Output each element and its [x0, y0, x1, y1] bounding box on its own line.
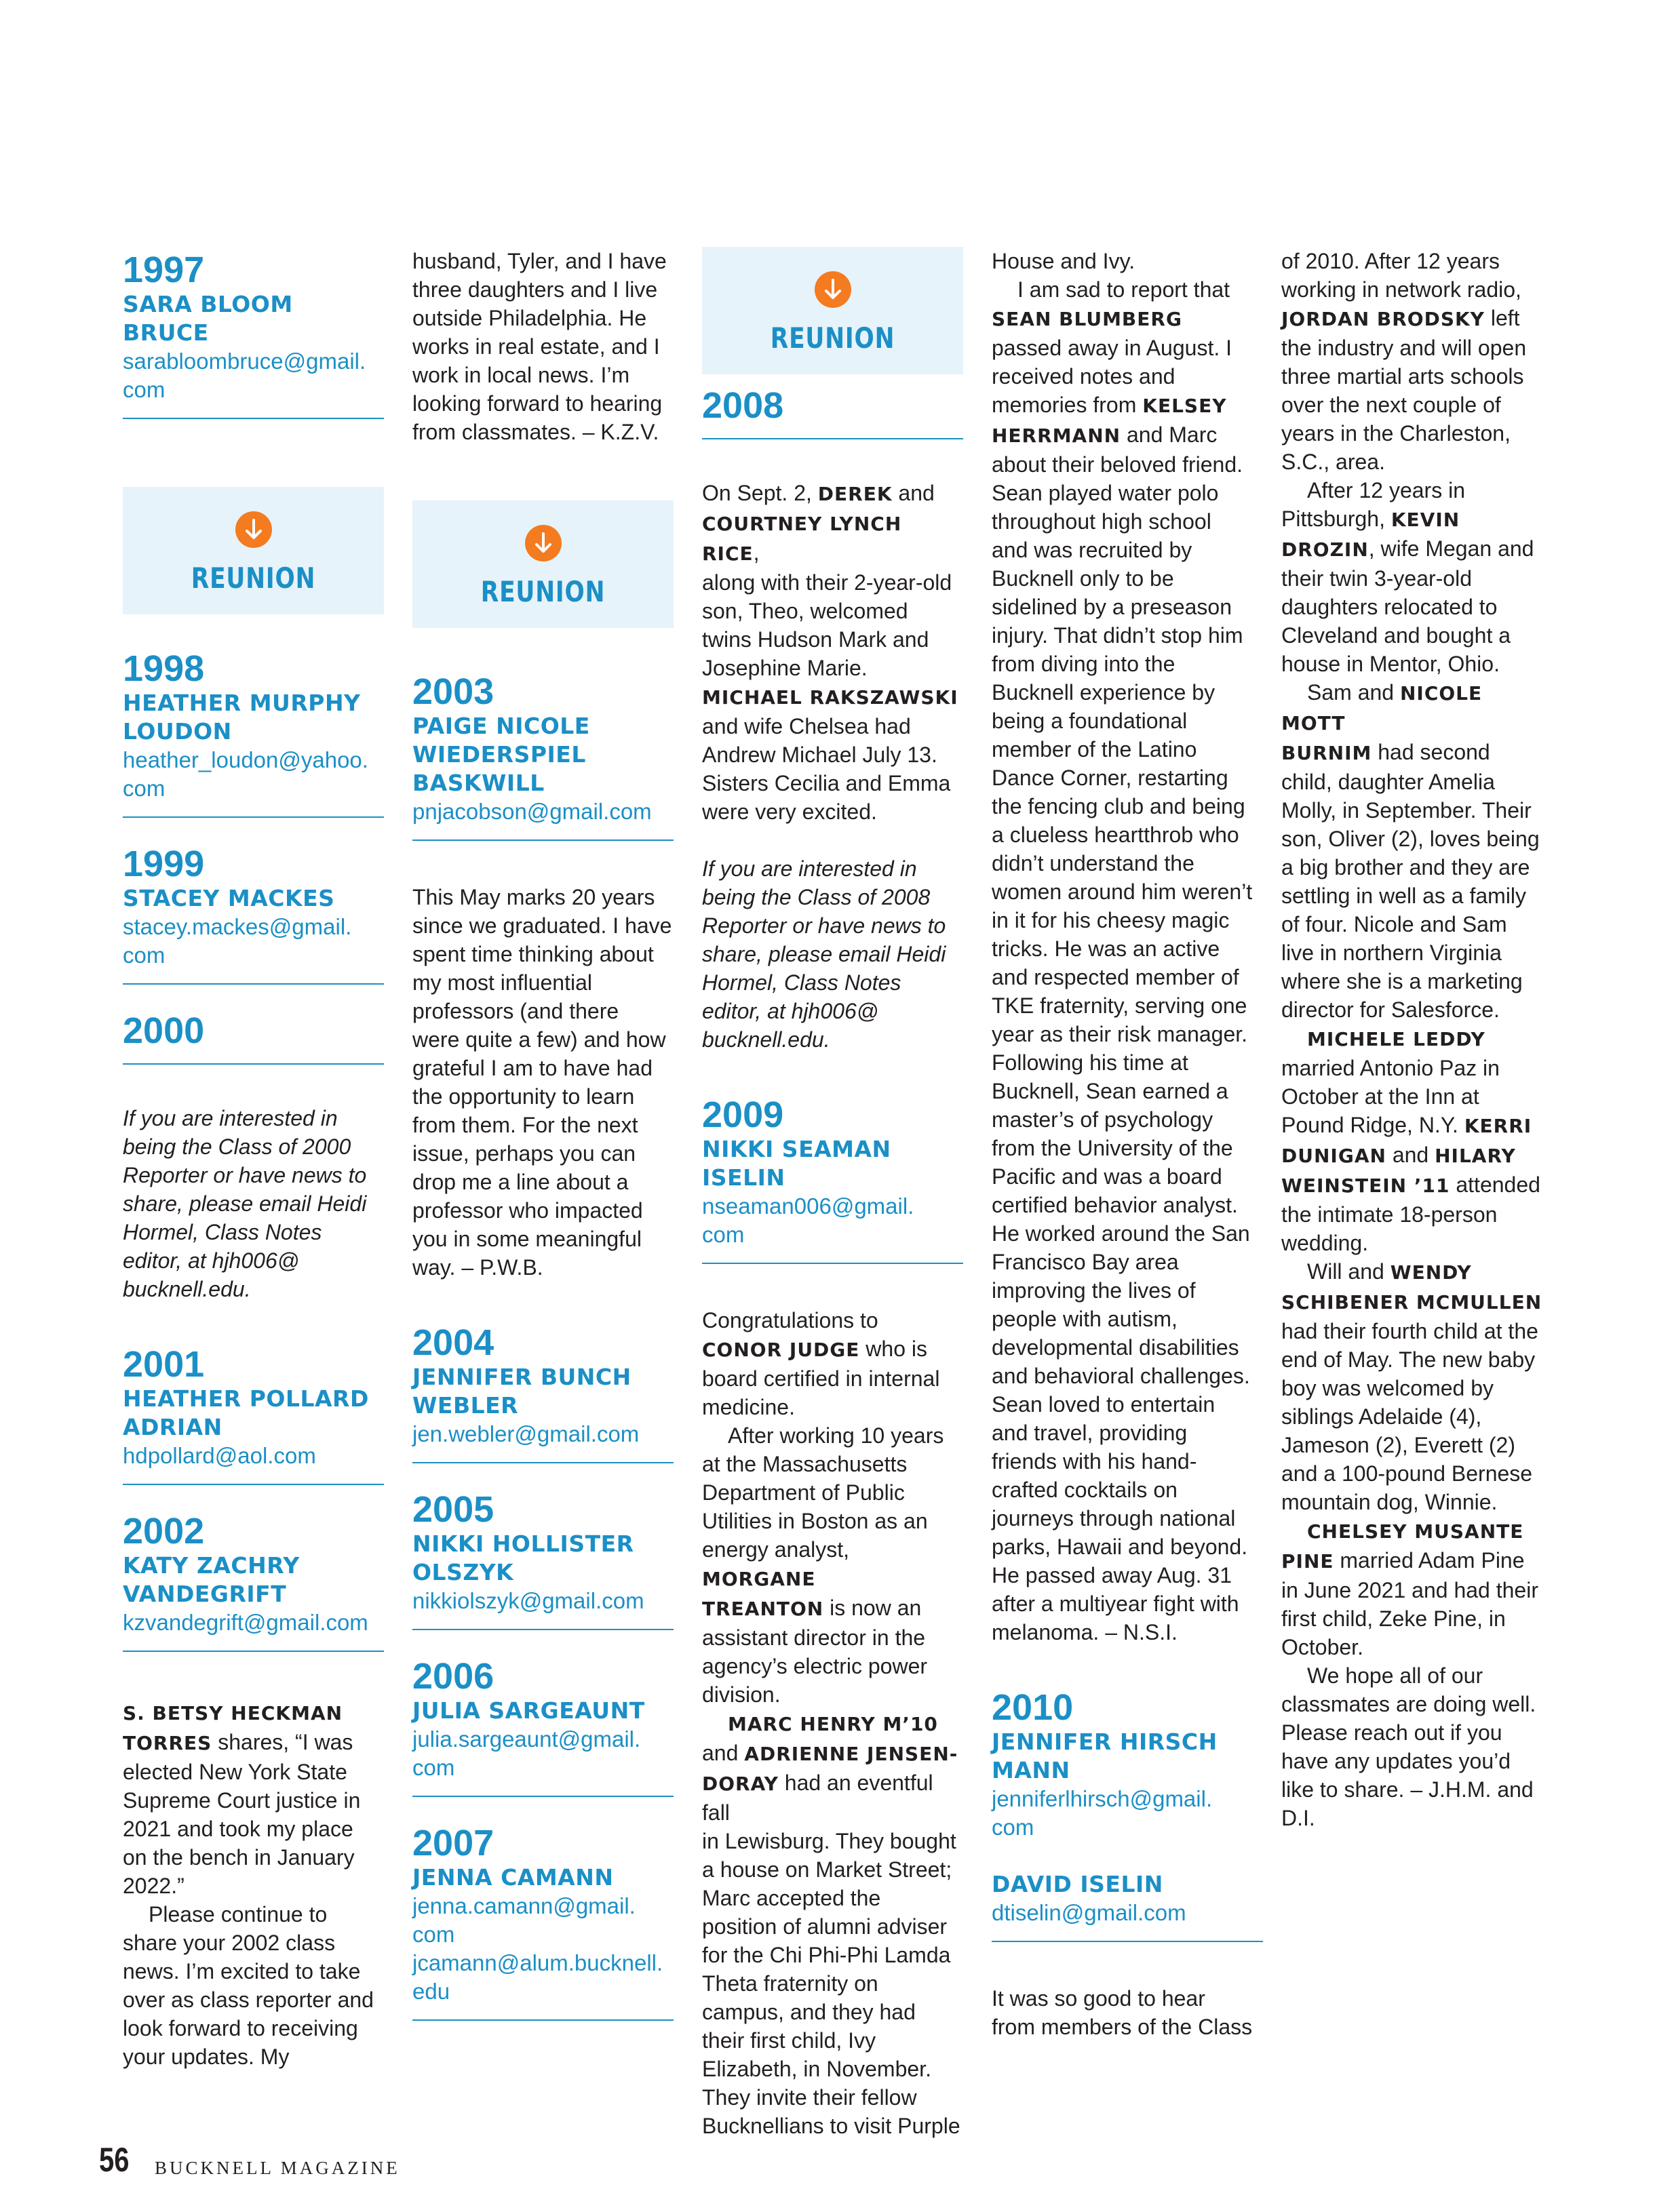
- reporter-email[interactable]: jenniferlhirsch@gmail. com: [992, 1786, 1213, 1840]
- reporter-email[interactable]: julia.sargeaunt@gmail. com: [412, 1726, 641, 1780]
- page-footer: [99, 2140, 400, 2179]
- down-arrow-icon: [235, 511, 272, 548]
- column-5: [1281, 247, 1553, 1832]
- class-note-paragraph: MICHELE LEDDY married Antonio Paz in October at the Inn at Pound Ridge, N.Y. KERRI DUNIGAN and HILARY WEINSTEIN ’11 attended the intimate 18-person wedding.: [1281, 1028, 1540, 1255]
- class-reporter-name: PAIGE NICOLE WIEDERSPIEL BASKWILL: [412, 713, 590, 796]
- class-notes-note: If you are interested in being the Class of 2000 Reporter or have news to share, please email Heidi Hormel, Class Notes editor, at hjh006@ bucknell.edu.: [123, 1106, 367, 1301]
- reporter-email[interactable]: jen.webler@gmail.com: [412, 1421, 640, 1446]
- class-year-2001: 2001: [123, 1344, 205, 1385]
- class-reporter-name-secondary: DAVID ISELIN: [992, 1871, 1163, 1897]
- class-year-2006: 2006: [412, 1656, 494, 1697]
- class-year-2010: 2010: [992, 1687, 1074, 1728]
- class-year-1999: 1999: [123, 844, 205, 884]
- column-1: [123, 247, 384, 2071]
- reunion-banner: [412, 500, 674, 628]
- class-notes-note: If you are interested in being the Class of 2008 Reporter or have news to share, please email Heidi Hormel, Class Notes editor, at hjh006@ bucknell.edu.: [702, 856, 946, 1052]
- class-note-paragraph: After 12 years in Pittsburgh, KEVIN DROZIN, wife Megan and their twin 3-year-old daughters relocated to Cleveland and bought a house in Mentor, Ohio.: [1281, 478, 1534, 676]
- class-reporter-name: HEATHER MURPHY LOUDON: [123, 690, 361, 745]
- column-2: [412, 247, 674, 2021]
- reporter-email[interactable]: nseaman006@gmail. com: [702, 1193, 914, 1247]
- class-note-paragraph: S. BETSY HECKMAN TORRES shares, “I was elected New York State Supreme Court justice in 2021 and took my place on the bench in January 2022.”: [123, 1702, 361, 1898]
- class-note-paragraph: It was so good to hear from members of the Class: [992, 1986, 1253, 2039]
- class-year-2009: 2009: [702, 1094, 784, 1135]
- reunion-label: REUNION: [480, 575, 606, 608]
- down-arrow-icon: [525, 525, 562, 561]
- class-reporter-name: JENNA CAMANN: [412, 1864, 614, 1891]
- class-year-1997: 1997: [123, 250, 205, 290]
- class-reporter-name: JENNIFER HIRSCH MANN: [992, 1729, 1218, 1783]
- class-note-paragraph: Sam and NICOLE MOTT BURNIM had second child, daughter Amelia Molly, in September. Their son, Oliver (2), loves being a big brother and they are settling in well as a family of four. Nicole and Sam live in northern Virginia where she is a marketing director for Salesforce.: [1281, 680, 1540, 1022]
- class-year-2008: 2008: [702, 385, 784, 426]
- reporter-email[interactable]: pnjacobson@gmail.com: [412, 799, 652, 824]
- class-note-paragraph: House and Ivy.: [992, 249, 1135, 273]
- class-note-paragraph: Please continue to share your 2002 class news. I’m excited to take over as class reporter and look forward to receiving your updates. My: [123, 1902, 374, 2069]
- down-arrow-icon: [815, 271, 851, 308]
- reunion-banner: [702, 247, 963, 374]
- class-year-2000: 2000: [123, 1010, 205, 1051]
- class-reporter-name: JULIA SARGEAUNT: [412, 1697, 645, 1724]
- reporter-email[interactable]: kzvandegrift@gmail.com: [123, 1610, 368, 1635]
- reporter-email[interactable]: sarabloombruce@gmail. com: [123, 349, 366, 402]
- page-number: 56: [99, 2141, 130, 2179]
- class-reporter-name: NIKKI SEAMAN ISELIN: [702, 1136, 891, 1191]
- class-note-paragraph: of 2010. After 12 years working in network radio, JORDAN BRODSKY left the industry and will open three martial arts schools over the next couple of years in the Charleston, S.C., area.: [1281, 249, 1527, 474]
- section-divider: [412, 2019, 674, 2021]
- class-year-2007: 2007: [412, 1823, 494, 1863]
- class-reporter-name: STACEY MACKES: [123, 885, 335, 911]
- class-note-paragraph: This May marks 20 years since we graduated. I have spent time thinking about my most influential professors (and there were quite a few) and how grateful I am to have had the opportunity to learn from them. For the next issue, perhaps you can drop me a line about a professor who impacted you in some meaningful way. – P.W.B.: [412, 885, 672, 1280]
- class-note-paragraph: husband, Tyler, and I have three daughters and I live outside Philadelphia. He works in real estate, and I work in local news. I’m looking forward to hearing from classmates. – K.Z.V.: [412, 249, 667, 444]
- class-year-2003: 2003: [412, 671, 494, 712]
- class-year-2002: 2002: [123, 1511, 205, 1552]
- class-note-paragraph: Will and WENDY SCHIBENER MCMULLEN had their fourth child at the end of May. The new baby boy was welcomed by siblings Adelaide (4), Jameson (2), Everett (2) and a 100-pound Bernese mountain dog, Winnie.: [1281, 1259, 1542, 1514]
- column-4: [992, 247, 1263, 2041]
- reporter-email-secondary[interactable]: dtiselin@gmail.com: [992, 1900, 1186, 1925]
- class-year-2004: 2004: [412, 1322, 494, 1363]
- class-note-paragraph: I am sad to report that SEAN BLUMBERG passed away in August. I received notes and memories from KELSEY HERRMANN and Marc about their beloved friend. Sean played water polo throughout high school and was recruited by Bucknell only to be sidelined by a preseason injury. That didn’t stop him from diving into the Bucknell experience by being a foundational member of the Latino Dance Corner, restarting the fencing club and being a clueless heartthrob who didn’t understand the women around him weren’t in it for his cheesy magic tricks. He was an active and respected member of TKE fraternity, serving one year as their risk manager. Following his time at Bucknell, Sean earned a master’s of psychology from the University of the Pacific and was a board certified behavior analyst. He worked around the San Francisco Bay area improving the lives of people with autism, developmental disabilities and behavioral challenges. Sean loved to entertain and travel, providing friends with his hand- crafted cocktails on journeys through national parks, Hawaii and beyond. He passed away Aug. 31 after a multiyear fight with melanoma. – N.S.I.: [992, 277, 1253, 1644]
- reunion-label: REUNION: [191, 561, 316, 595]
- class-note-paragraph: MARC HENRY M’10 and ADRIENNE JENSEN- DORAY had an eventful fall in Lewisburg. They bought a house on Market Street; Marc accepted the position of alumni adviser for the Chi Phi-Phi Lamda Theta fraternity on campus, and they had their first child, Ivy Elizabeth, in November. They invite their fellow Bucknellians to visit Purple: [702, 1713, 960, 2138]
- class-reporter-name: SARA BLOOM BRUCE: [123, 291, 293, 346]
- class-reporter-name: NIKKI HOLLISTER OLSZYK: [412, 1530, 634, 1585]
- reporter-email[interactable]: jenna.camann@gmail. com: [412, 1893, 636, 1947]
- class-year-1998: 1998: [123, 648, 205, 689]
- reporter-email-secondary[interactable]: jcamann@alum.bucknell. edu: [412, 1950, 663, 2004]
- column-3: [702, 247, 963, 2140]
- class-note-paragraph: We hope all of our classmates are doing well. Please reach out if you have any updates you’d like to share. – J.H.M. and D.I.: [1281, 1663, 1536, 1830]
- class-year-2005: 2005: [412, 1489, 494, 1530]
- reunion-banner: [123, 487, 384, 614]
- class-reporter-name: JENNIFER BUNCH WEBLER: [412, 1364, 631, 1419]
- class-note-paragraph: Congratulations to CONOR JUDGE who is board certified in internal medicine.: [702, 1308, 940, 1419]
- reporter-email[interactable]: hdpollard@aol.com: [123, 1443, 316, 1468]
- class-reporter-name: KATY ZACHRY VANDEGRIFT: [123, 1552, 300, 1607]
- reunion-label: REUNION: [770, 321, 895, 355]
- class-reporter-name: HEATHER POLLARD ADRIAN: [123, 1385, 369, 1440]
- class-note-paragraph: On Sept. 2, DEREK and COURTNEY LYNCH RICE, along with their 2-year-old son, Theo, welcomed twins Hudson Mark and Josephine Marie. MICHAEL RAKSZAWSKI and wife Chelsea had Andrew Michael July 13. Sisters Cecilia and Emma were very excited.: [702, 481, 958, 824]
- reporter-email[interactable]: nikkiolszyk@gmail.com: [412, 1588, 644, 1613]
- reporter-email[interactable]: stacey.mackes@gmail. com: [123, 914, 352, 968]
- magazine-name: BUCKNELL MAGAZINE: [155, 2158, 400, 2179]
- reporter-email[interactable]: heather_loudon@yahoo. com: [123, 747, 368, 801]
- class-note-paragraph: CHELSEY MUSANTE PINE married Adam Pine in June 2021 and had their first child, Zeke Pine, in October.: [1281, 1520, 1538, 1659]
- class-note-paragraph: After working 10 years at the Massachusetts Department of Public Utilities in Boston as an energy analyst, MORGANE TREANTON is now an assistant director in the agency’s electric power division.: [702, 1423, 944, 1707]
